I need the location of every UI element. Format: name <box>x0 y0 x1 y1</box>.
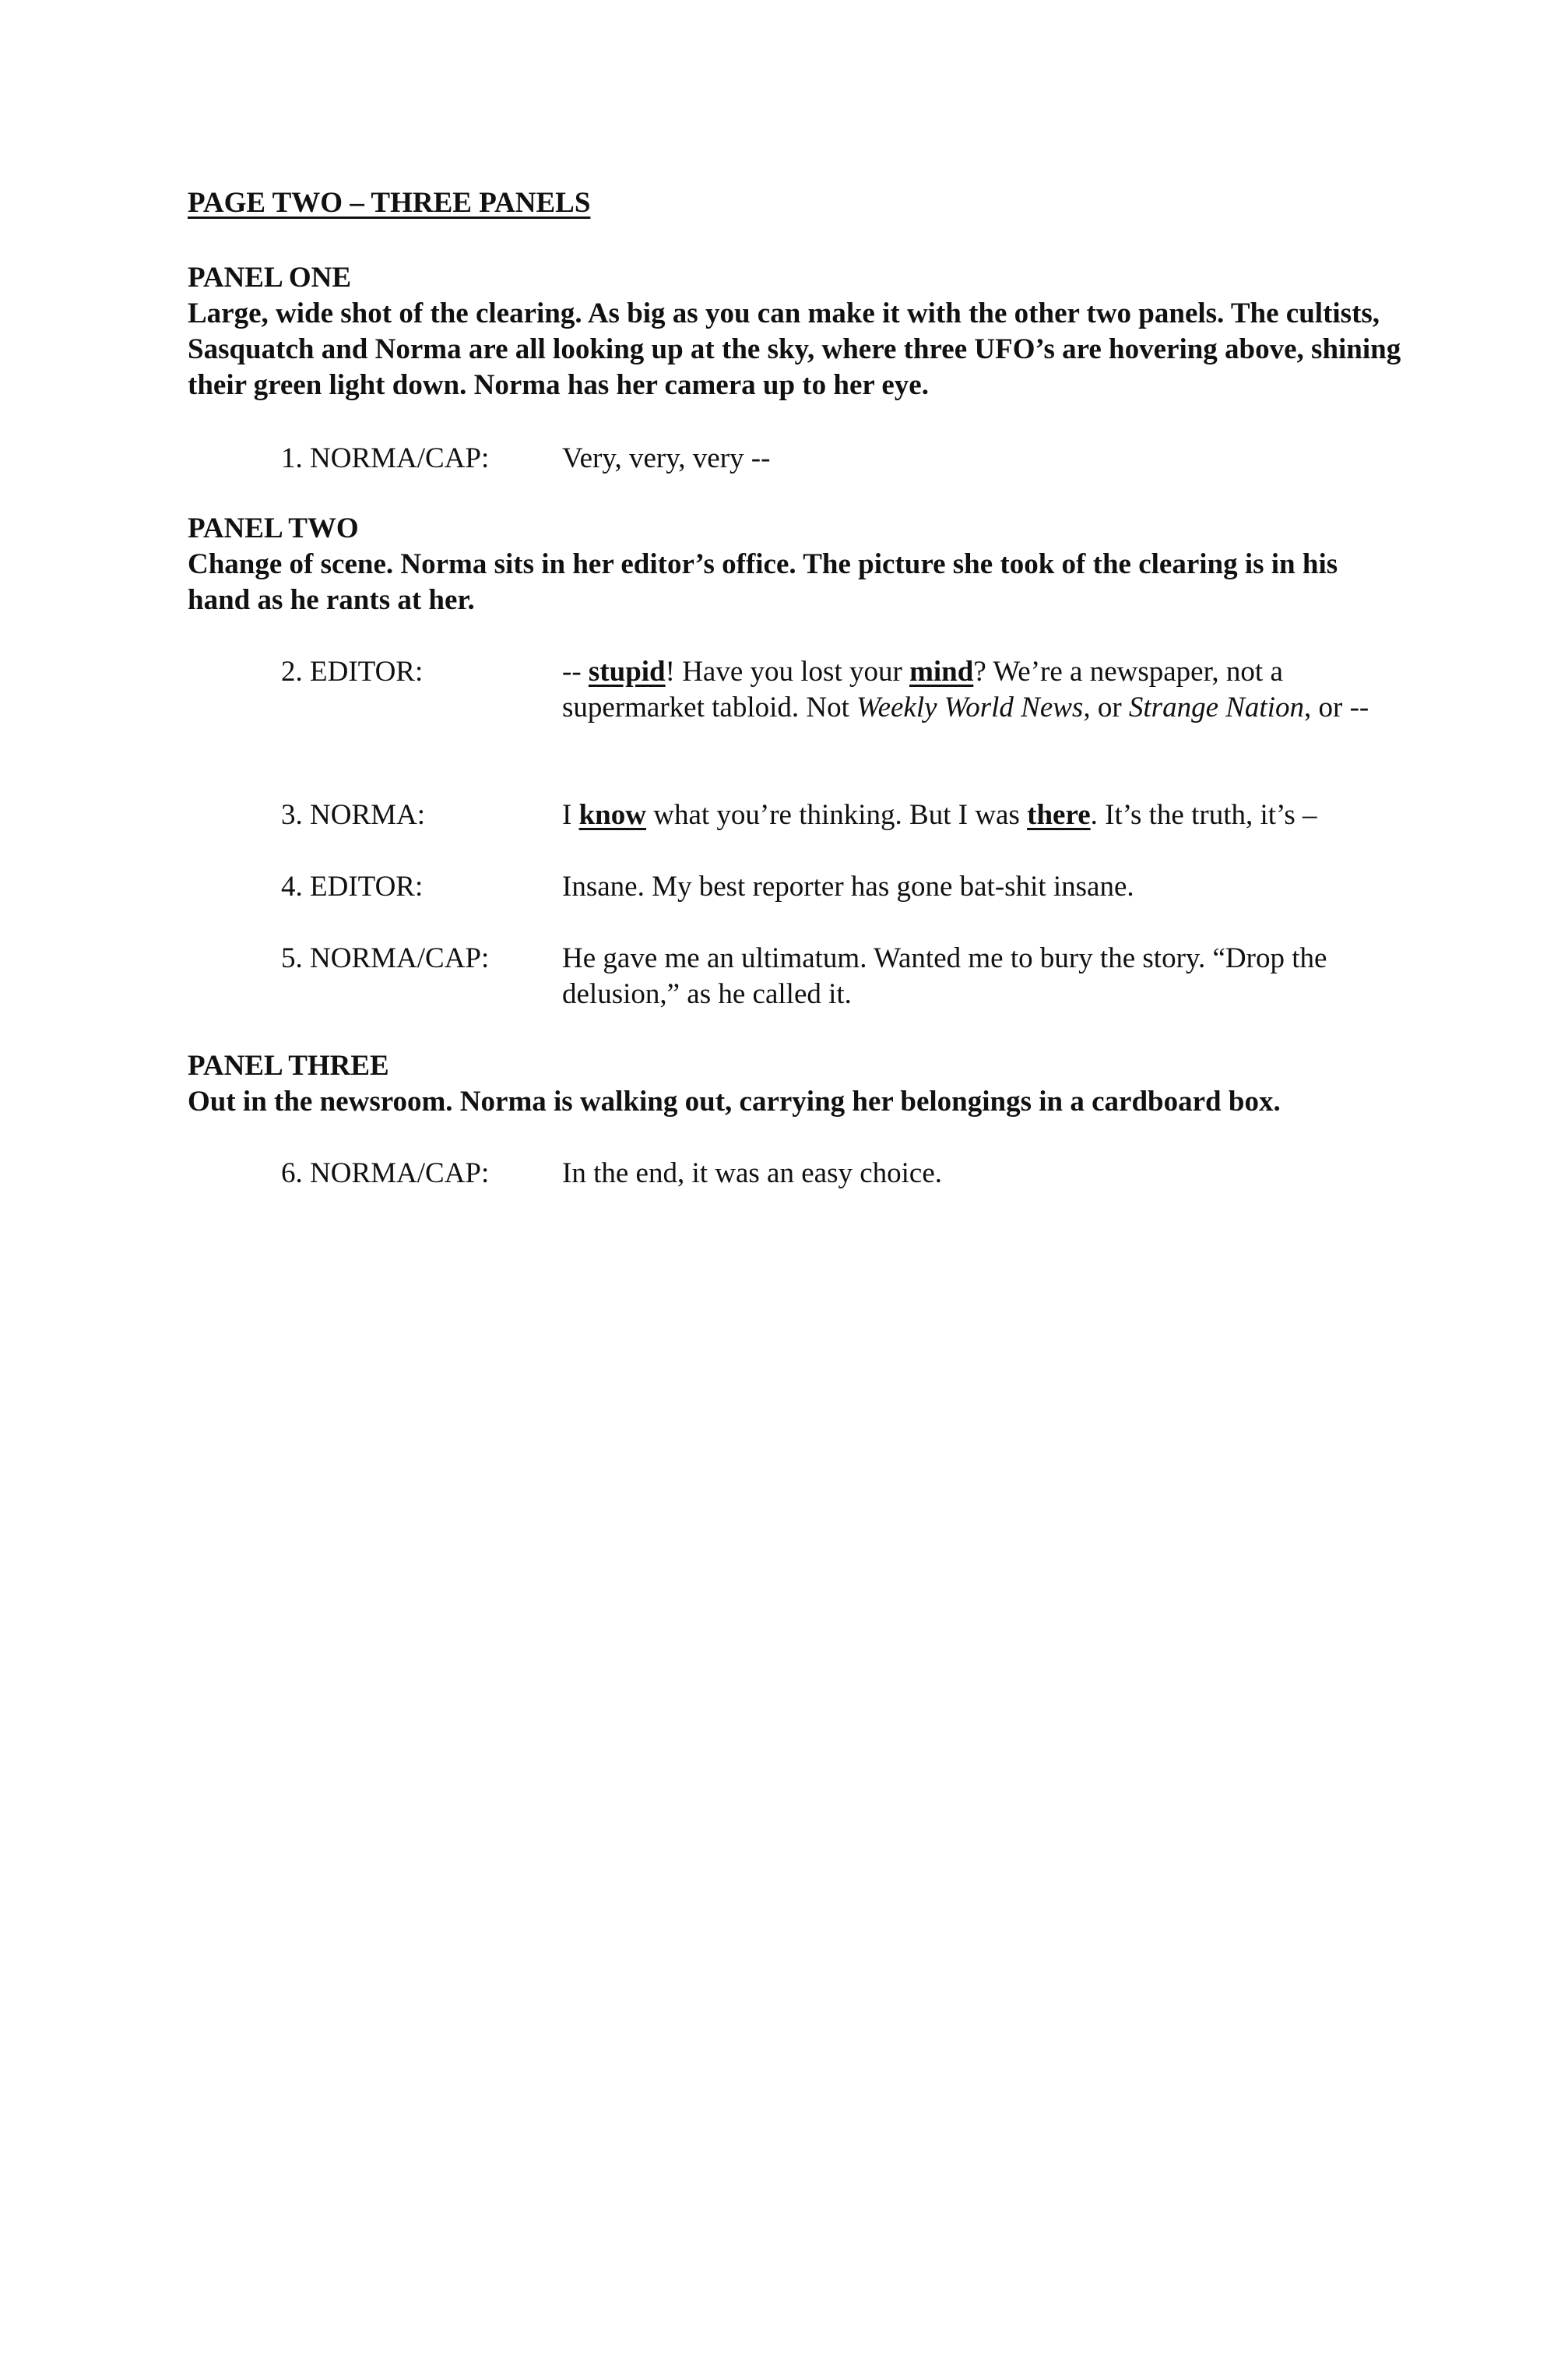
dialogue-text: Very, very, very -- <box>562 442 771 474</box>
speaker-label: 4. EDITOR: <box>281 871 424 903</box>
speaker-label: 1. NORMA/CAP: <box>281 442 490 474</box>
dialogue-text: In the end, it was an easy choice. <box>562 1157 943 1189</box>
panel-three-description: Out in the newsroom. Norma is walking out, carrying her belongings in a cardboard box. <box>188 1086 1281 1118</box>
speaker-label: 6. NORMA/CAP: <box>281 1157 490 1189</box>
panel-two-heading: PANEL TWO <box>188 512 359 544</box>
speaker-label: 5. NORMA/CAP: <box>281 942 490 974</box>
panel-one-heading: PANEL ONE <box>188 262 352 294</box>
panel-three-heading: PANEL THREE <box>188 1050 389 1082</box>
dialogue-text: Insane. My best reporter has gone bat-shit insane. <box>562 871 1134 903</box>
speaker-label: 2. EDITOR: <box>281 656 424 688</box>
dialogue-text: I know what you’re thinking. But I was there. It’s the truth, it’s – <box>562 799 1317 831</box>
emphasis-word: there <box>1027 799 1091 831</box>
speaker-label: 3. NORMA: <box>281 799 426 831</box>
panel-one-description: Large, wide shot of the clearing. As big as you can make it with the other two panels. The cultists, Sasquatch and Norma are all looking up at the sky, where three UFO’s are hovering above, shining their green light down. Norma has her camera up to her eye. <box>188 298 1401 401</box>
emphasis-word: mind <box>909 656 974 688</box>
publication-title: Strange Nation <box>1128 692 1304 724</box>
publication-title: Weekly World News, <box>856 692 1091 724</box>
dialogue-text: -- stupid! Have you lost your mind? We’re a newspaper, not a supermarket tabloid. Not Weekly World News, or Strange Nation, or -- <box>562 656 1369 724</box>
emphasis-word: stupid <box>588 656 666 688</box>
dialogue-text: He gave me an ultimatum. Wanted me to bury the story. “Drop the delusion,” as he called it. <box>562 942 1327 1010</box>
emphasis-word: know <box>578 799 646 831</box>
panel-two-description: Change of scene. Norma sits in her editor’s office. The picture she took of the clearing is in his hand as he rants at her. <box>188 548 1338 616</box>
page-title: PAGE TWO – THREE PANELS <box>188 187 591 219</box>
